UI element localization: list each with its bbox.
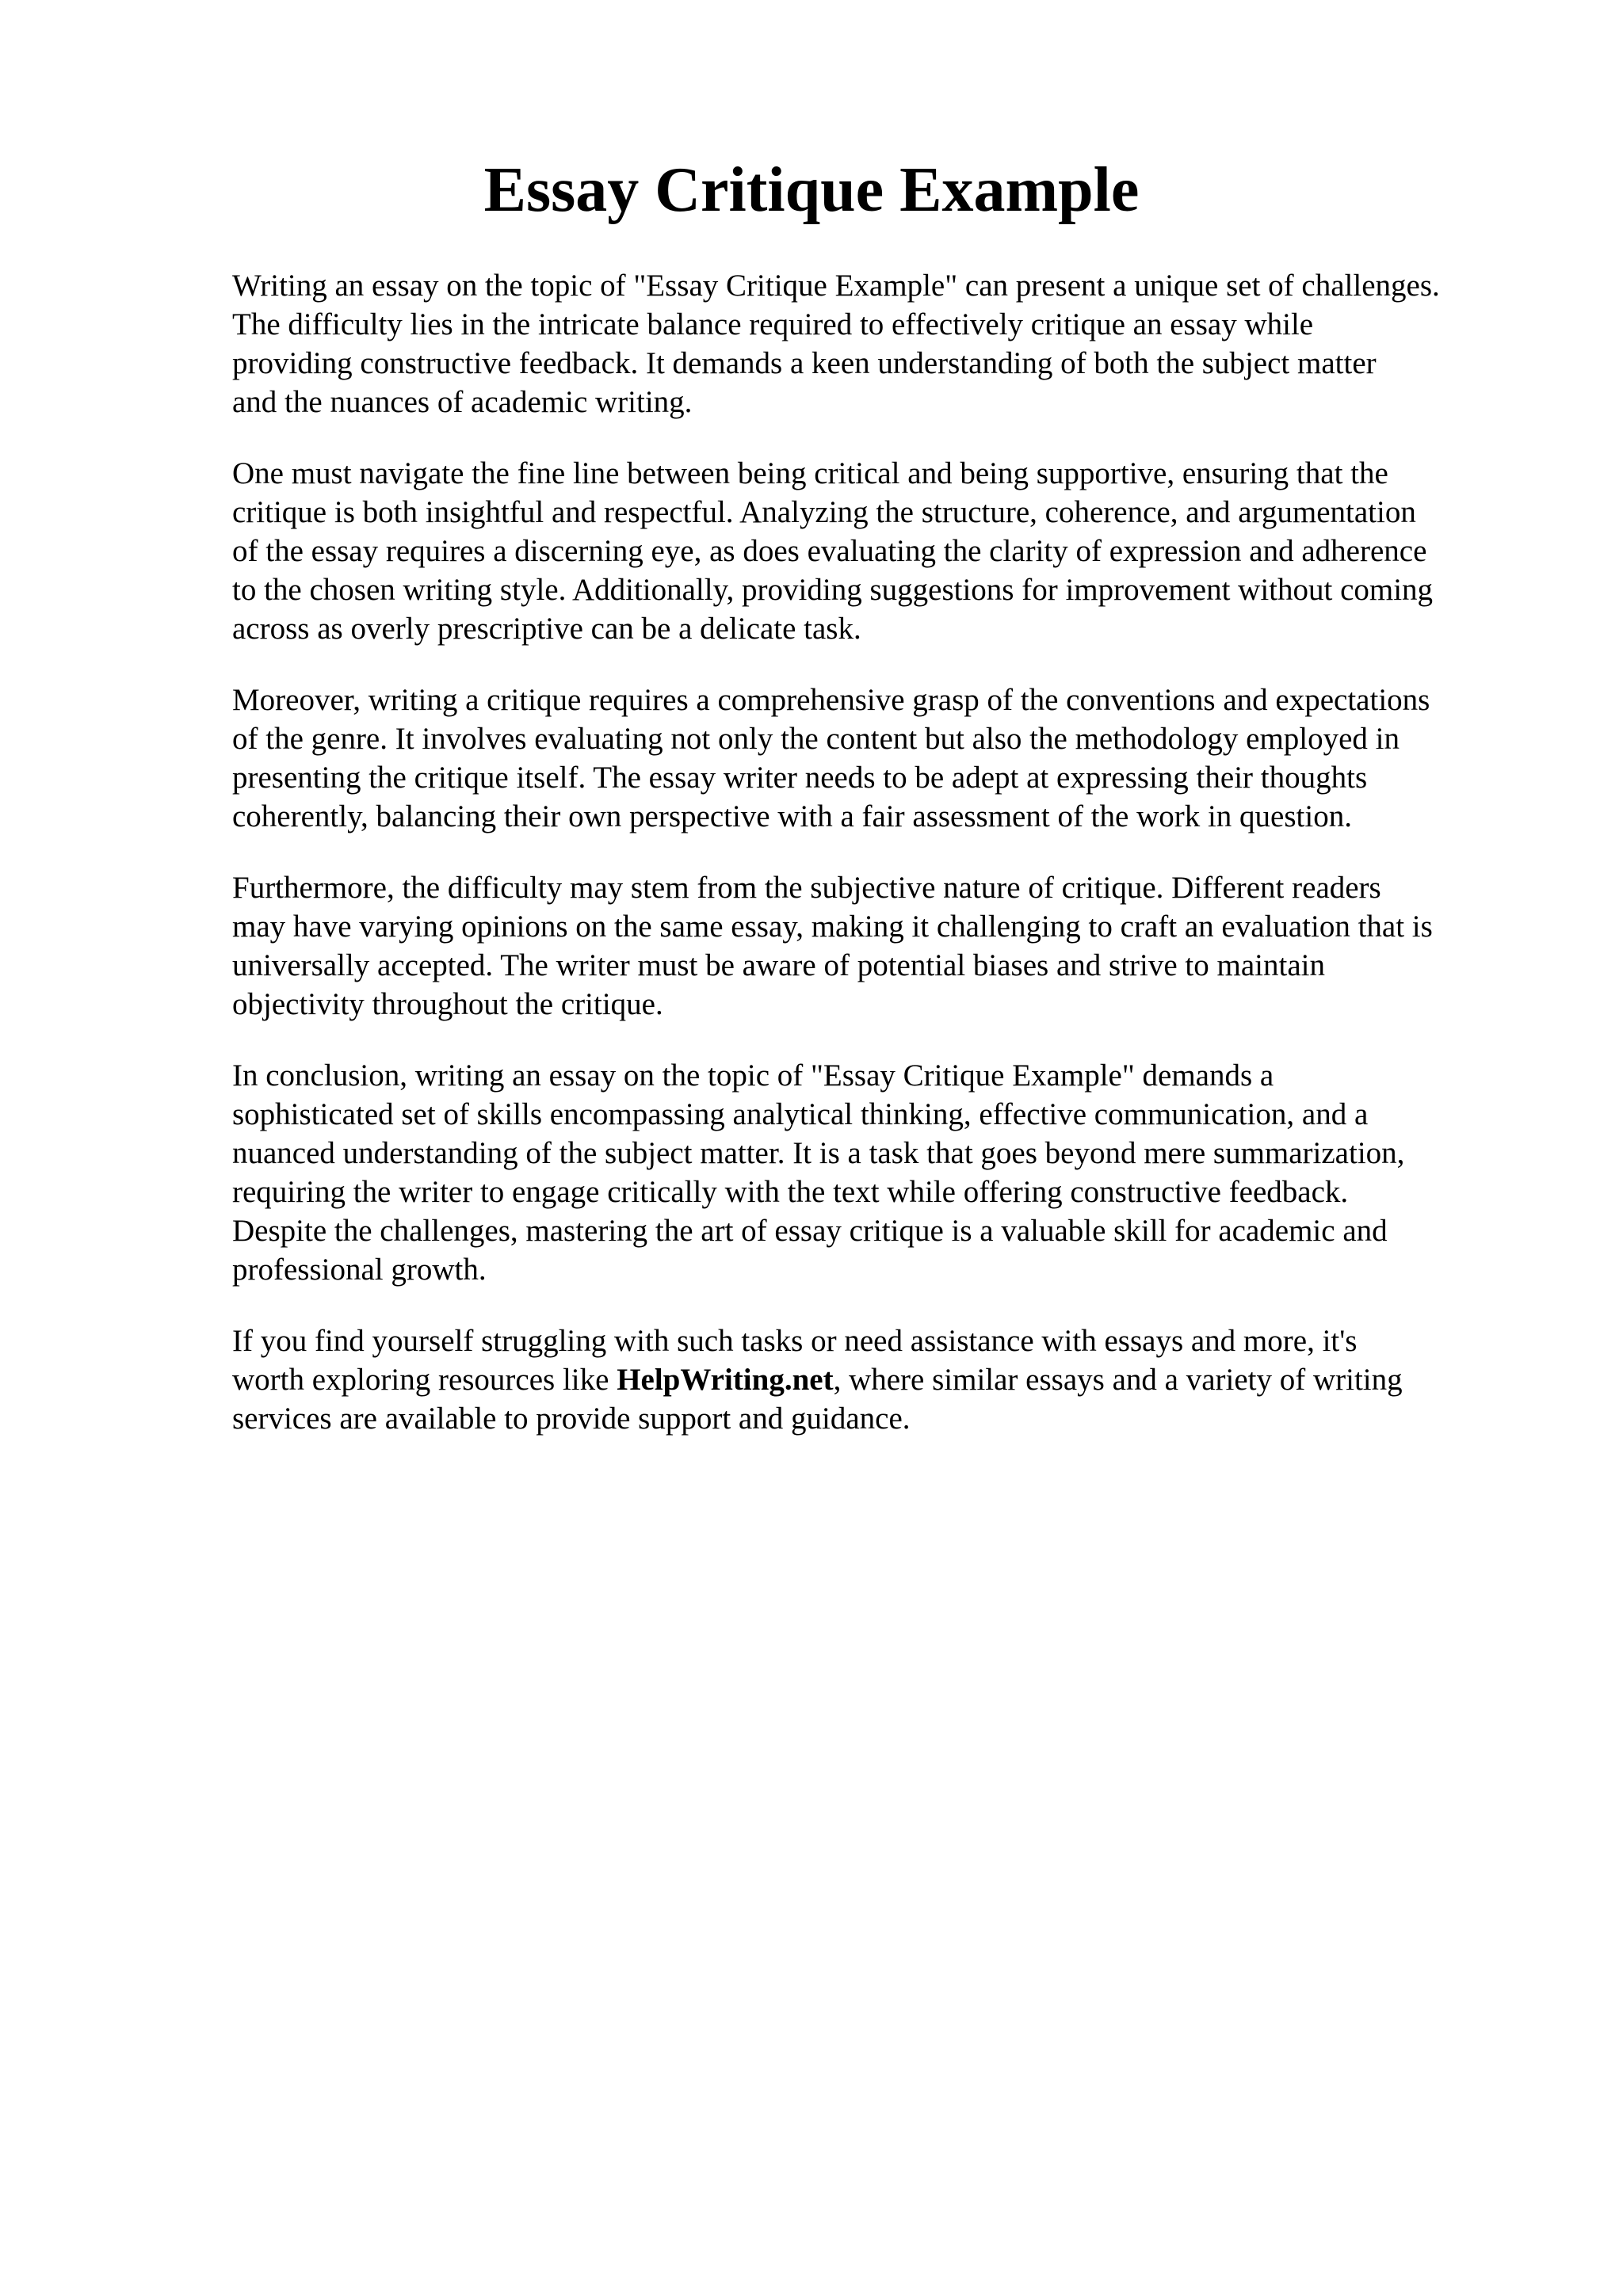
text-line: requiring the writer to engage critically with the text while offering constructive feedback. — [232, 1175, 1349, 1209]
page-title: Essay Critique Example — [483, 155, 1140, 225]
text-line: The difficulty lies in the intricate balance required to effectively critique an essay while — [232, 307, 1314, 341]
text-line: Writing an essay on the topic of "Essay Critique Example" can present a unique set of challenges. — [232, 269, 1440, 303]
text-line: providing constructive feedback. It demands a keen understanding of both the subject matter — [232, 346, 1377, 380]
text-fragment: worth exploring resources like — [232, 1363, 617, 1397]
text-line: universally accepted. The writer must be aware of potential biases and strive to maintain — [232, 948, 1325, 982]
text-fragment: , where similar essays and a variety of writing — [833, 1363, 1403, 1397]
text-line: across as overly prescriptive can be a delicate task. — [232, 612, 861, 646]
text-line: sophisticated set of skills encompassing analytical thinking, effective communication, and a — [232, 1097, 1369, 1131]
text-line: professional growth. — [232, 1253, 487, 1287]
paragraph-closing — [232, 1322, 1564, 1438]
text-line: and the nuances of academic writing. — [232, 385, 693, 419]
text-line: In conclusion, writing an essay on the topic of "Essay Critique Example" demands a — [232, 1058, 1274, 1093]
text-line: presenting the critique itself. The essay writer needs to be adept at expressing their thoughts — [232, 761, 1368, 795]
paragraph-subjectivity — [232, 868, 1564, 1024]
text-line: One must navigate the fine line between being critical and being supportive, ensuring that the — [232, 456, 1388, 490]
paragraph-intro — [232, 266, 1564, 421]
text-line-with-link — [232, 1360, 1564, 1399]
text-line: Furthermore, the difficulty may stem from the subjective nature of critique. Different readers — [232, 871, 1381, 905]
text-line: of the genre. It involves evaluating not only the content but also the methodology employed in — [232, 722, 1400, 756]
paragraph-conclusion — [232, 1056, 1564, 1289]
text-line: nuanced understanding of the subject matter. It is a task that goes beyond mere summarization, — [232, 1136, 1405, 1170]
document-body — [232, 266, 1564, 1470]
text-line: of the essay requires a discerning eye, as does evaluating the clarity of expression and adherence — [232, 534, 1427, 568]
paragraph-conventions — [232, 681, 1564, 836]
text-line: coherently, balancing their own perspective with a fair assessment of the work in question. — [232, 799, 1352, 833]
text-line: Despite the challenges, mastering the art of essay critique is a valuable skill for academic and — [232, 1214, 1388, 1248]
text-line: may have varying opinions on the same essay, making it challenging to craft an evaluation that is — [232, 910, 1433, 944]
text-line: to the chosen writing style. Additionally, providing suggestions for improvement without coming — [232, 573, 1434, 607]
text-line: If you find yourself struggling with such tasks or need assistance with essays and more, it's — [232, 1324, 1358, 1358]
text-line: objectivity throughout the critique. — [232, 987, 663, 1021]
paragraph-balance — [232, 454, 1564, 648]
helpwriting-link[interactable]: HelpWriting.net — [617, 1363, 834, 1397]
text-line: services are available to provide support and guidance. — [232, 1402, 911, 1436]
text-line: critique is both insightful and respectful. Analyzing the structure, coherence, and argumentation — [232, 495, 1416, 529]
text-line: Moreover, writing a critique requires a comprehensive grasp of the conventions and expectations — [232, 683, 1430, 717]
